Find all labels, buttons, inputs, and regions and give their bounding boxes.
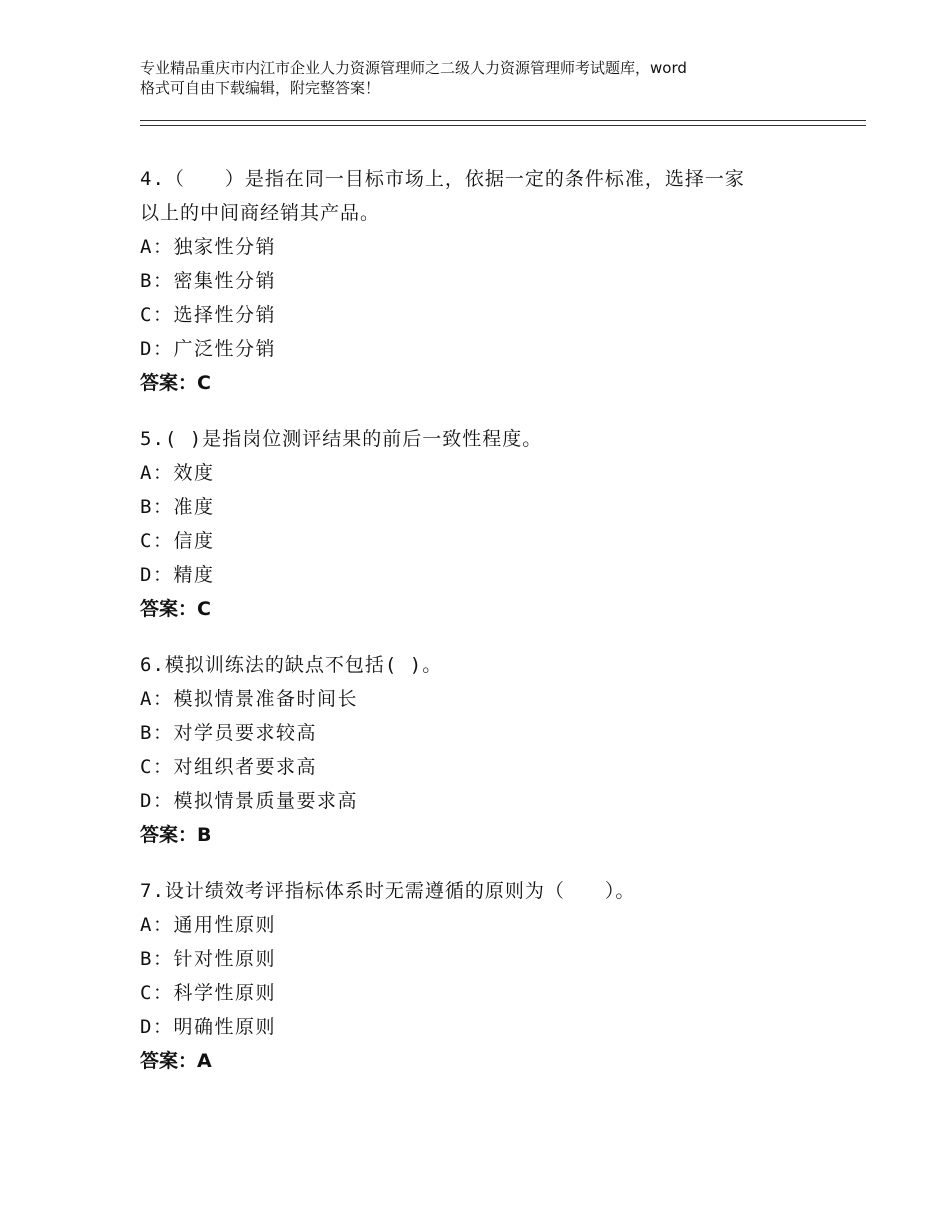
header-divider <box>140 120 866 126</box>
answer: 答案：B <box>140 824 212 846</box>
option-d: D：广泛性分销 <box>140 338 276 360</box>
question-text: 4.（ ）是指在同一目标市场上，依据一定的条件标准，选择一家 <box>140 168 745 190</box>
option-c: C：信度 <box>140 530 215 552</box>
question-6 <box>140 648 840 852</box>
option-a: A：独家性分销 <box>140 236 276 258</box>
answer: 答案：C <box>140 598 211 620</box>
document-header <box>140 58 840 98</box>
answer: 答案：A <box>140 1050 212 1072</box>
option-c: C：对组织者要求高 <box>140 756 317 778</box>
option-b: B：对学员要求较高 <box>140 722 317 744</box>
question-4 <box>140 162 840 400</box>
question-text-continued: 以上的中间商经销其产品。 <box>140 202 381 224</box>
option-a: A：模拟情景准备时间长 <box>140 688 358 710</box>
question-text: 5.( )是指岗位测评结果的前后一致性程度。 <box>140 428 543 450</box>
question-text: 7.设计绩效考评指标体系时无需遵循的原则为（ ）。 <box>140 880 636 902</box>
option-d: D：明确性原则 <box>140 1016 276 1038</box>
option-d: D：模拟情景质量要求高 <box>140 790 358 812</box>
answer: 答案：C <box>140 372 211 394</box>
question-text: 6.模拟训练法的缺点不包括( )。 <box>140 654 443 676</box>
option-b: B：准度 <box>140 496 215 518</box>
option-b: B：针对性原则 <box>140 948 276 970</box>
header-line-1: 专业精品重庆市内江市企业人力资源管理师之二级人力资源管理师考试题库，word <box>140 59 687 77</box>
option-b: B：密集性分销 <box>140 270 276 292</box>
question-list <box>140 162 840 1100</box>
option-c: C：科学性原则 <box>140 982 276 1004</box>
question-5 <box>140 422 840 626</box>
question-7 <box>140 874 840 1078</box>
option-a: A：通用性原则 <box>140 914 276 936</box>
option-a: A：效度 <box>140 462 215 484</box>
option-d: D：精度 <box>140 564 215 586</box>
option-c: C：选择性分销 <box>140 304 276 326</box>
header-line-2: 格式可自由下载编辑，附完整答案！ <box>140 79 381 97</box>
